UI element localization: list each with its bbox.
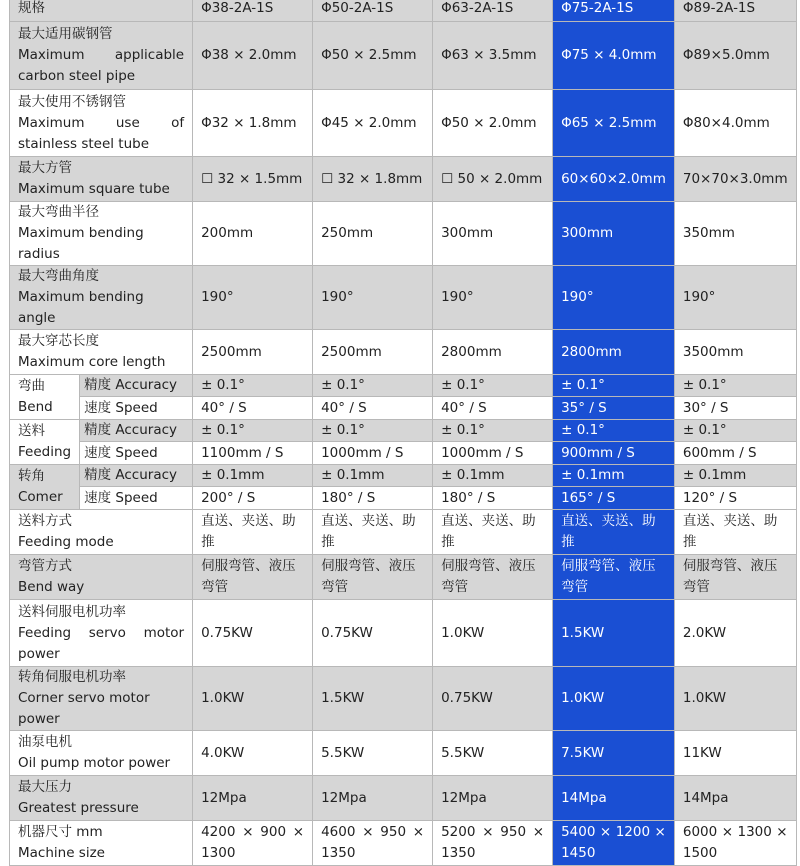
row-label (10, 510, 193, 555)
sub-label: 精度 Accuracy (80, 465, 193, 487)
label-en: Maximum bending angle (18, 289, 144, 326)
group-row (10, 375, 797, 397)
spec-row (10, 731, 797, 776)
spec-value-highlighted: Φ75 × 4.0mm (553, 22, 675, 90)
group-row (10, 465, 797, 487)
spec-row (10, 510, 797, 555)
spec-value: 2500mm (193, 330, 313, 375)
label-zh: 最大弯曲半径 (18, 204, 99, 220)
spec-value: ± 0.1° (674, 420, 796, 442)
label-zh: 转角伺服电机功率 (18, 669, 126, 685)
label-zh: 油泵电机 (18, 734, 72, 750)
spec-value: ± 0.1mm (433, 465, 553, 487)
spec-value: ± 0.1° (433, 375, 553, 397)
spec-value: 12Mpa (313, 776, 433, 821)
group-row (10, 397, 797, 420)
spec-row (10, 600, 797, 667)
spec-value: 0.75KW (433, 667, 553, 731)
spec-value: Φ63 × 3.5mm (433, 22, 553, 90)
label-zh: 弯曲 (18, 378, 45, 394)
spec-value-highlighted: 190° (553, 266, 675, 330)
label-zh: 送料方式 (18, 513, 72, 529)
spec-value-highlighted: 60×60×2.0mm (553, 157, 675, 202)
row-label (10, 821, 193, 866)
label-zh: 机器尺寸 mm (18, 824, 103, 840)
spec-row (10, 202, 797, 266)
row-label (10, 330, 193, 375)
header-row (10, 0, 797, 22)
spec-value: Φ50 × 2.5mm (313, 22, 433, 90)
spec-value: ☐ 32 × 1.5mm (193, 157, 313, 202)
spec-value: 14Mpa (674, 776, 796, 821)
label-zh: 弯管方式 (18, 558, 72, 574)
spec-value: 180° / S (433, 487, 553, 510)
spec-value: 190° (674, 266, 796, 330)
label-zh: 送料 (18, 423, 45, 439)
spec-value: ± 0.1° (193, 375, 313, 397)
spec-value: 5200 × 950 × 1350 (433, 821, 553, 866)
group-label (10, 375, 80, 420)
label-zh: 最大弯曲角度 (18, 268, 99, 284)
spec-value: 直送、夹送、助推 (313, 510, 433, 555)
spec-value: ☐ 32 × 1.8mm (313, 157, 433, 202)
model-header-highlighted: Φ75-2A-1S (553, 0, 675, 22)
spec-value: 600mm / S (674, 442, 796, 465)
group-row (10, 487, 797, 510)
spec-value: Φ89×5.0mm (674, 22, 796, 90)
spec-value: 200mm (193, 202, 313, 266)
spec-value: 2.0KW (674, 600, 796, 667)
spec-row (10, 330, 797, 375)
spec-value-highlighted: 伺服弯管、液压弯管 (553, 555, 675, 600)
spec-table (9, 0, 797, 866)
label-en: Maximum core length (18, 354, 166, 370)
model-header: Φ50-2A-1S (313, 0, 433, 22)
spec-value: ± 0.1° (433, 420, 553, 442)
spec-value-highlighted: 14Mpa (553, 776, 675, 821)
spec-row (10, 266, 797, 330)
spec-value-highlighted: ± 0.1° (553, 375, 675, 397)
group-label (10, 465, 80, 510)
model-header: Φ89-2A-1S (674, 0, 796, 22)
spec-row (10, 776, 797, 821)
spec-value: ± 0.1° (674, 375, 796, 397)
label-en: Machine size (18, 845, 105, 861)
spec-value-highlighted: 1.5KW (553, 600, 675, 667)
spec-value: 1.0KW (674, 667, 796, 731)
spec-value-highlighted: 35° / S (553, 397, 675, 420)
row-label (10, 600, 193, 667)
model-header: Φ63-2A-1S (433, 0, 553, 22)
label-en: Bend (18, 399, 53, 415)
spec-value: 300mm (433, 202, 553, 266)
sub-label: 速度 Speed (80, 442, 193, 465)
spec-value-highlighted: 2800mm (553, 330, 675, 375)
spec-value: 5.5KW (433, 731, 553, 776)
spec-value: 40° / S (193, 397, 313, 420)
spec-value: 12Mpa (433, 776, 553, 821)
label-zh: 最大适用碳钢管 (18, 26, 113, 42)
spec-value: 0.75KW (193, 600, 313, 667)
spec-value: 1.0KW (433, 600, 553, 667)
spec-value-highlighted: Φ65 × 2.5mm (553, 90, 675, 157)
spec-value: Φ45 × 2.0mm (313, 90, 433, 157)
spec-value-highlighted: 1.0KW (553, 667, 675, 731)
row-label (10, 776, 193, 821)
spec-value: 5.5KW (313, 731, 433, 776)
label-zh: 最大穿芯长度 (18, 333, 99, 349)
spec-value: 伺服弯管、液压弯管 (674, 555, 796, 600)
row-label (10, 731, 193, 776)
spec-value: ± 0.1° (313, 375, 433, 397)
spec-value-highlighted: 900mm / S (553, 442, 675, 465)
spec-value: 200° / S (193, 487, 313, 510)
spec-value: ± 0.1mm (193, 465, 313, 487)
spec-value-highlighted: 300mm (553, 202, 675, 266)
sub-label: 速度 Speed (80, 397, 193, 420)
spec-value: 40° / S (433, 397, 553, 420)
label-en: Maximum square tube (18, 181, 170, 197)
label-en: Corner servo motor power (18, 690, 150, 727)
spec-value: 2500mm (313, 330, 433, 375)
label-en: Feeding servo motor power (18, 624, 185, 662)
row-label (10, 157, 193, 202)
label-zh: 送料伺服电机功率 (18, 603, 126, 620)
row-label (10, 667, 193, 731)
spec-value: Φ32 × 1.8mm (193, 90, 313, 157)
spec-value: 1100mm / S (193, 442, 313, 465)
spec-row (10, 22, 797, 90)
spec-value: 120° / S (674, 487, 796, 510)
label-zh: 最大压力 (18, 779, 72, 795)
spec-value: Φ50 × 2.0mm (433, 90, 553, 157)
spec-value: 伺服弯管、液压弯管 (313, 555, 433, 600)
spec-value: Φ38 × 2.0mm (193, 22, 313, 90)
sub-label: 速度 Speed (80, 487, 193, 510)
sub-label: 精度 Accuracy (80, 420, 193, 442)
spec-value: 11KW (674, 731, 796, 776)
spec-value: 70×70×3.0mm (674, 157, 796, 202)
model-header: Φ38-2A-1S (193, 0, 313, 22)
spec-value: 4.0KW (193, 731, 313, 776)
group-row (10, 420, 797, 442)
label-zh: 最大使用不锈钢管 (18, 93, 126, 110)
row-label (10, 266, 193, 330)
sub-label: 精度 Accuracy (80, 375, 193, 397)
spec-value: 190° (193, 266, 313, 330)
spec-value-highlighted: 直送、夹送、助推 (553, 510, 675, 555)
spec-value: ☐ 50 × 2.0mm (433, 157, 553, 202)
spec-value: 190° (433, 266, 553, 330)
spec-value: 250mm (313, 202, 433, 266)
spec-value-highlighted: 7.5KW (553, 731, 675, 776)
row-label (10, 22, 193, 90)
spec-value: 4600 × 950 × 1350 (313, 821, 433, 866)
label-en: Oil pump motor power (18, 755, 171, 771)
spec-value: ± 0.1° (193, 420, 313, 442)
label-en: Feeding (18, 444, 72, 460)
spec-value: 350mm (674, 202, 796, 266)
label-en: Feeding mode (18, 534, 114, 550)
spec-value-highlighted: ± 0.1mm (553, 465, 675, 487)
spec-value: 3500mm (674, 330, 796, 375)
spec-value: 0.75KW (313, 600, 433, 667)
spec-value: 2800mm (433, 330, 553, 375)
spec-value: 30° / S (674, 397, 796, 420)
row-label (10, 90, 193, 157)
label-en: Greatest pressure (18, 800, 139, 816)
spec-value: 40° / S (313, 397, 433, 420)
label-en: Maximum bending radius (18, 225, 144, 262)
spec-value: ± 0.1mm (674, 465, 796, 487)
spec-value: ± 0.1° (313, 420, 433, 442)
spec-value: 1.5KW (313, 667, 433, 731)
spec-value: 12Mpa (193, 776, 313, 821)
spec-value: 直送、夹送、助推 (193, 510, 313, 555)
spec-value: 6000 × 1300 × 1500 (674, 821, 796, 866)
spec-value-highlighted: 5400 × 1200 × 1450 (553, 821, 675, 866)
label-en: Maximum use of stainless steel tube (18, 114, 185, 152)
label-en: Comer (18, 489, 63, 505)
spec-value-highlighted: ± 0.1° (553, 420, 675, 442)
spec-value: 1000mm / S (433, 442, 553, 465)
label-zh: 转角 (18, 468, 45, 484)
label-zh: 最大方管 (18, 160, 72, 176)
spec-value: 伺服弯管、液压弯管 (193, 555, 313, 600)
spec-value: 1.0KW (193, 667, 313, 731)
spec-row (10, 821, 797, 866)
spec-value: 1000mm / S (313, 442, 433, 465)
group-label (10, 420, 80, 465)
row-label (10, 555, 193, 600)
spec-row (10, 555, 797, 600)
spec-label: 规格 (10, 0, 193, 22)
spec-value: ± 0.1mm (313, 465, 433, 487)
spec-value: 伺服弯管、液压弯管 (433, 555, 553, 600)
row-label (10, 202, 193, 266)
spec-value: 190° (313, 266, 433, 330)
label-en: Maximum applicable carbon steel pipe (18, 47, 185, 84)
spec-value: Φ80×4.0mm (674, 90, 796, 157)
spec-row (10, 90, 797, 157)
group-row (10, 442, 797, 465)
spec-row (10, 667, 797, 731)
spec-row (10, 157, 797, 202)
spec-value-highlighted: 165° / S (553, 487, 675, 510)
label-en: Bend way (18, 579, 85, 595)
spec-value: 4200 × 900 × 1300 (193, 821, 313, 866)
spec-value: 直送、夹送、助推 (433, 510, 553, 555)
spec-value: 180° / S (313, 487, 433, 510)
spec-value: 直送、夹送、助推 (674, 510, 796, 555)
